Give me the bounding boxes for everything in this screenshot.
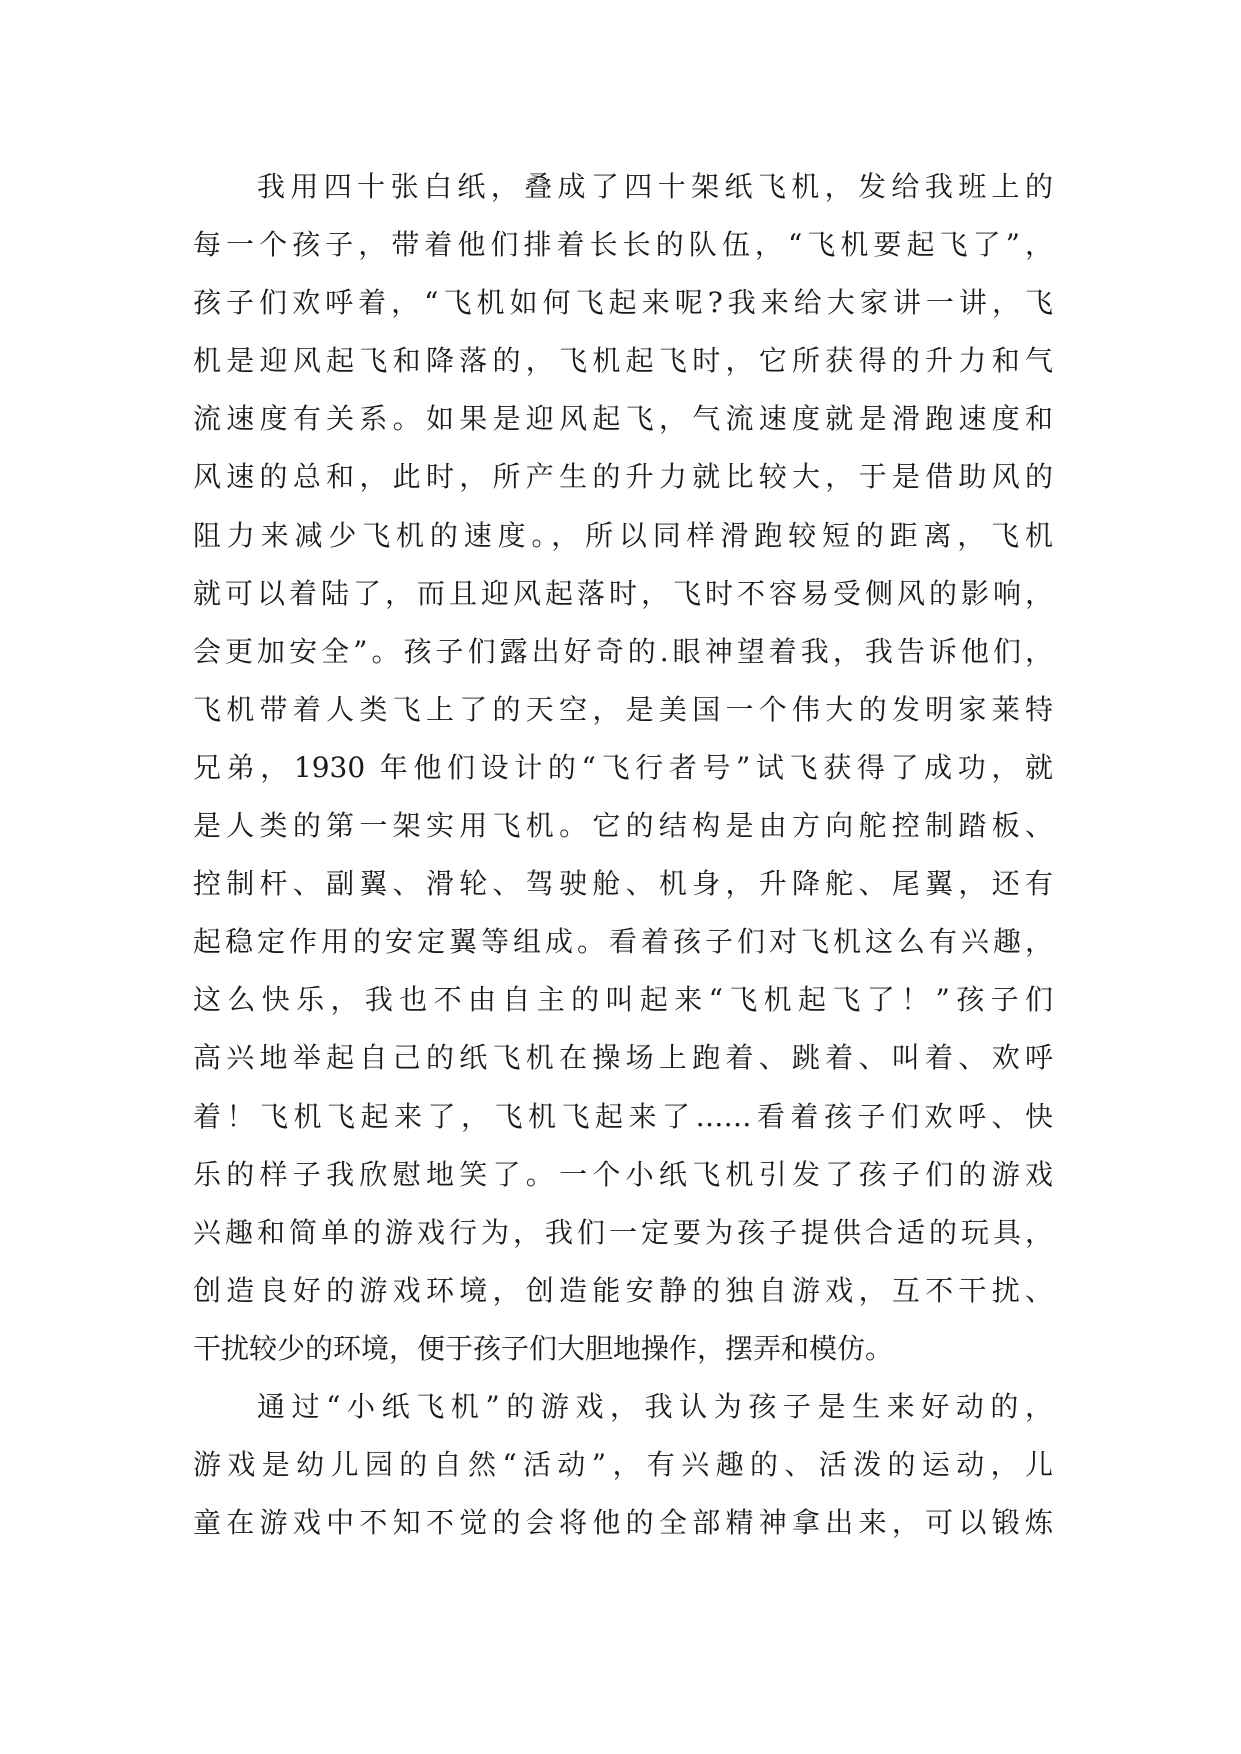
text-line: 乐的样子我欣慰地笑了。一个小纸飞机引发了孩子们的游戏 [193,1157,1053,1191]
text-line: 兄弟，1930 年他们设计的“飞行者号”试飞获得了成功，就 [193,750,1053,784]
text-line: 机是迎风起飞和降落的，飞机起飞时，它所获得的升力和气 [193,344,1053,378]
text-line: 会更加安全”。孩子们露出好奇的.眼神望着我，我告诉他们， [193,634,1053,668]
text-line: 兴趣和简单的游戏行为，我们一定要为孩子提供合适的玩具， [193,1215,1053,1249]
text-line: 流速度有关系。如果是迎风起飞，气流速度就是滑跑速度和 [193,402,1053,436]
text-line: 通过“小纸飞机”的游戏，我认为孩子是生来好动的， [257,1389,1053,1423]
text-line: 阻力来减少飞机的速度。，所以同样滑跑较短的距离，飞机 [193,518,1053,552]
text-line: 创造良好的游戏环境，创造能安静的独自游戏，互不干扰、 [193,1273,1053,1307]
text-line: 这么快乐，我也不由自主的叫起来“飞机起飞了！”孩子们 [193,983,1053,1017]
text-line: 控制杆、副翼、滑轮、驾驶舱、机身，升降舵、尾翼，还有 [193,867,1053,901]
text-line: 风速的总和，此时，所产生的升力就比较大，于是借助风的 [193,460,1053,494]
text-line: 孩子们欢呼着，“飞机如何飞起来呢?我来给大家讲一讲，飞 [193,286,1053,320]
text-line: 我用四十张白纸，叠成了四十架纸飞机，发给我班上的 [257,170,1053,203]
text-line: 干扰较少的环境，便于孩子们大胆地操作，摆弄和模仿。 [193,1331,894,1365]
text-line: 每一个孩子，带着他们排着长长的队伍，“飞机要起飞了”， [193,228,1053,262]
text-line: 游戏是幼儿园的自然“活动”，有兴趣的、活泼的运动，儿 [193,1448,1053,1482]
text-line: 童在游戏中不知不觉的会将他的全部精神拿出来，可以锻炼 [193,1506,1053,1540]
text-line: 高兴地举起自己的纸飞机在操场上跑着、跳着、叫着、欢呼 [193,1041,1053,1075]
text-line: 就可以着陆了，而且迎风起落时，飞时不容易受侧风的影响， [193,576,1053,610]
body-text [193,158,1053,1552]
text-line: 飞机带着人类飞上了的天空，是美国一个伟大的发明家莱特 [193,692,1053,726]
text-line: 着！飞机飞起来了，飞机飞起来了……看着孩子们欢呼、快 [193,1099,1053,1133]
text-line: 起稳定作用的安定翼等组成。看着孩子们对飞机这么有兴趣， [193,925,1053,959]
text-line: 是人类的第一架实用飞机。它的结构是由方向舵控制踏板、 [193,809,1053,843]
